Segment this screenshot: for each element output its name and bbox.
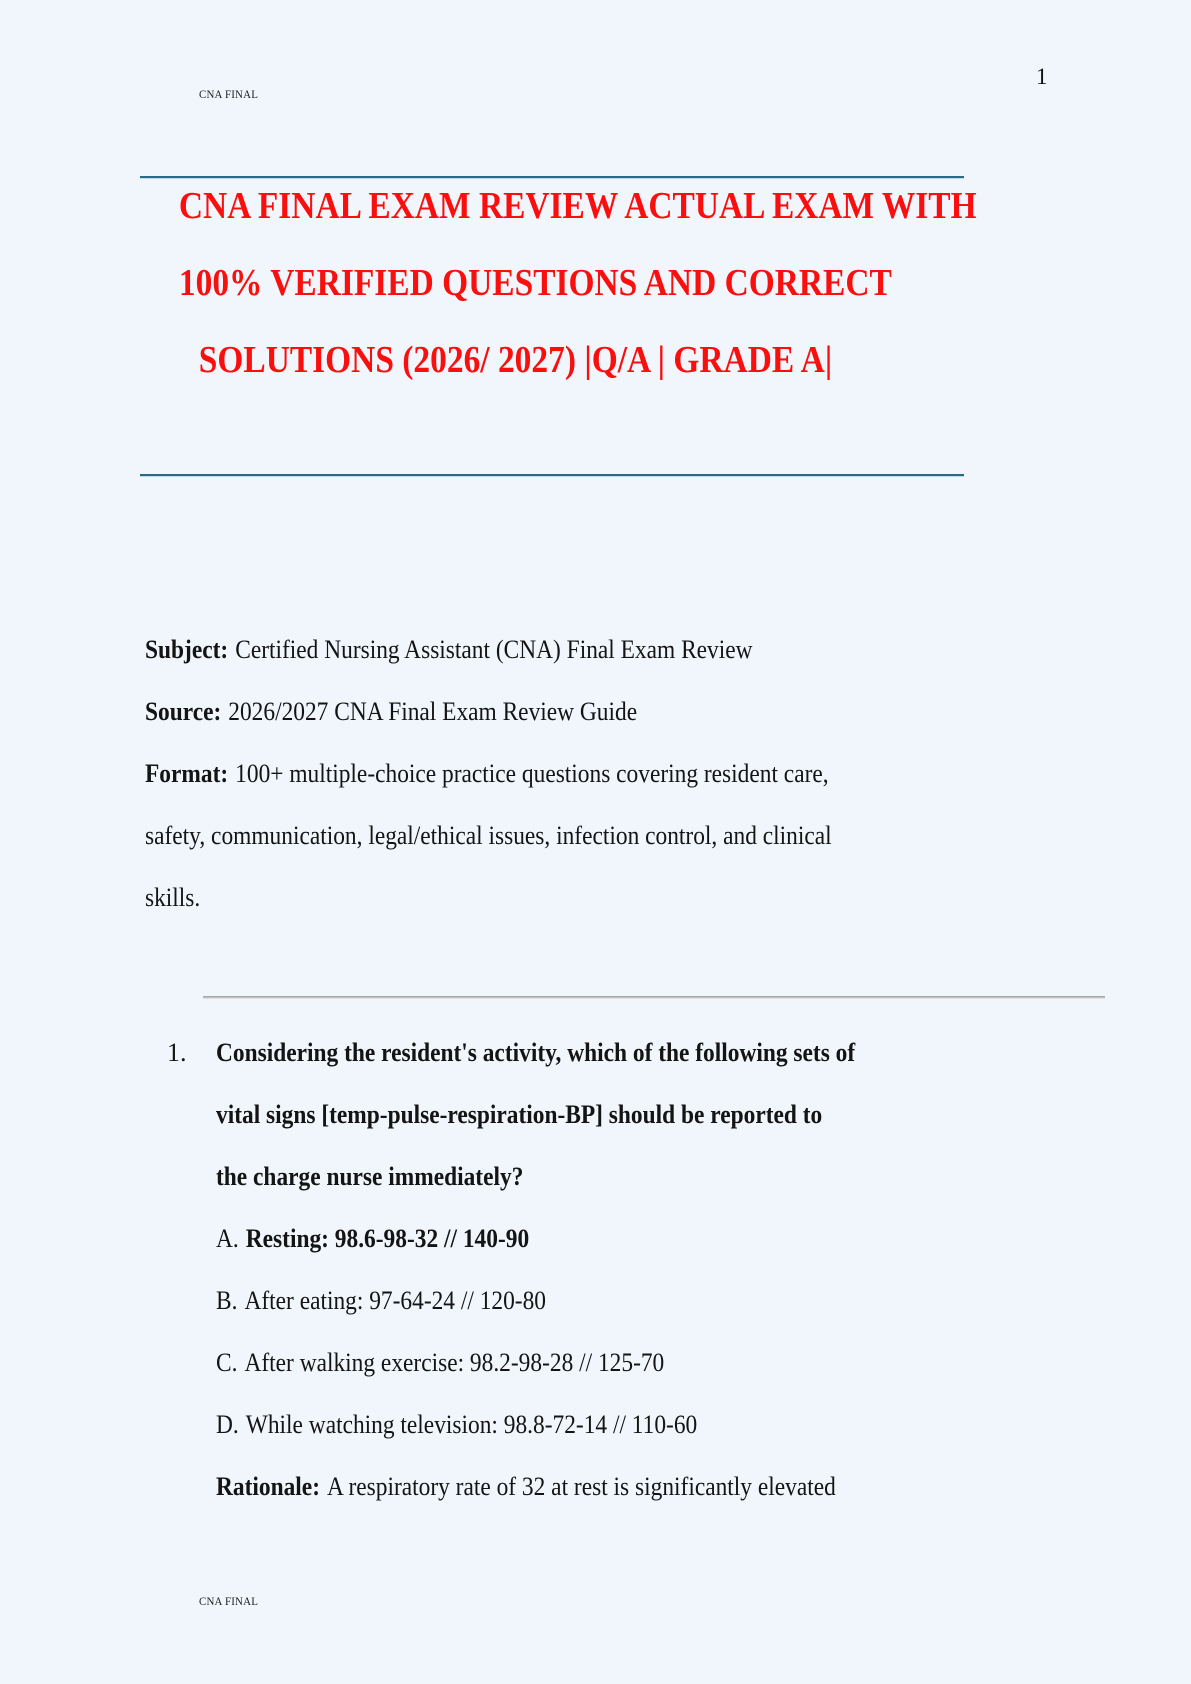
meta-row-format-cont-1 [145, 805, 1075, 867]
option-row-d [216, 1394, 1076, 1456]
meta-row-format [145, 743, 1075, 805]
page-title [133, 168, 977, 399]
subject-value: Certified Nursing Assistant (CNA) Final Exam Review [235, 635, 753, 664]
subject-label: Subject: [145, 635, 229, 664]
source-label: Source: [145, 697, 222, 726]
option-a-text: Resting: 98.6-98-32 // 140-90 [245, 1224, 530, 1253]
title-rule-bottom [140, 474, 964, 477]
question-block [167, 1022, 1076, 1518]
option-b-prefix: B. [216, 1286, 238, 1315]
question-line-2: vital signs [temp-pulse-respiration-BP] should be reported to [216, 1100, 823, 1129]
meta-row-subject [145, 619, 1075, 681]
header-text: CNA FINAL [199, 89, 259, 101]
question-line-3: the charge nurse immediately? [216, 1162, 524, 1191]
option-d-text: While watching television: 98.8-72-14 // 110-60 [245, 1410, 698, 1439]
option-row-a [216, 1208, 1076, 1270]
option-c-prefix: C. [216, 1348, 238, 1377]
rationale-row [216, 1456, 1076, 1518]
rationale-text: A respiratory rate of 32 at rest is significantly elevated [327, 1472, 836, 1501]
option-d-prefix: D. [216, 1410, 239, 1439]
source-value: 2026/2027 CNA Final Exam Review Guide [228, 697, 638, 726]
format-label: Format: [145, 759, 229, 788]
option-row-b [216, 1270, 1076, 1332]
meta-row-source [145, 681, 1075, 743]
question-number: 1. [167, 1038, 187, 1067]
page-number: 1 [1036, 64, 1048, 89]
footer-text: CNA FINAL [199, 1596, 259, 1608]
format-value: 100+ multiple-choice practice questions covering resident care, [235, 759, 829, 788]
meta-section [145, 619, 1075, 929]
format-value-cont-1: safety, communication, legal/ethical issues, infection control, and clinical [145, 821, 832, 850]
format-value-cont-2: skills. [145, 883, 201, 912]
question-line-1: Considering the resident's activity, which of the following sets of [216, 1038, 856, 1067]
option-row-c [216, 1332, 1076, 1394]
option-a-prefix: A. [216, 1224, 239, 1253]
title-line-3: SOLUTIONS (2026/ 2027) |Q/A | GRADE A| [198, 339, 833, 381]
section-divider [203, 996, 1105, 999]
title-line-2: 100% VERIFIED QUESTIONS AND CORRECT [178, 262, 892, 304]
title-line-1: CNA FINAL EXAM REVIEW ACTUAL EXAM WITH [178, 185, 977, 227]
rationale-label: Rationale: [216, 1472, 320, 1501]
option-c-text: After walking exercise: 98.2-98-28 // 125-70 [244, 1348, 665, 1377]
meta-row-format-cont-2 [145, 867, 1075, 929]
option-b-text: After eating: 97-64-24 // 120-80 [244, 1286, 547, 1315]
